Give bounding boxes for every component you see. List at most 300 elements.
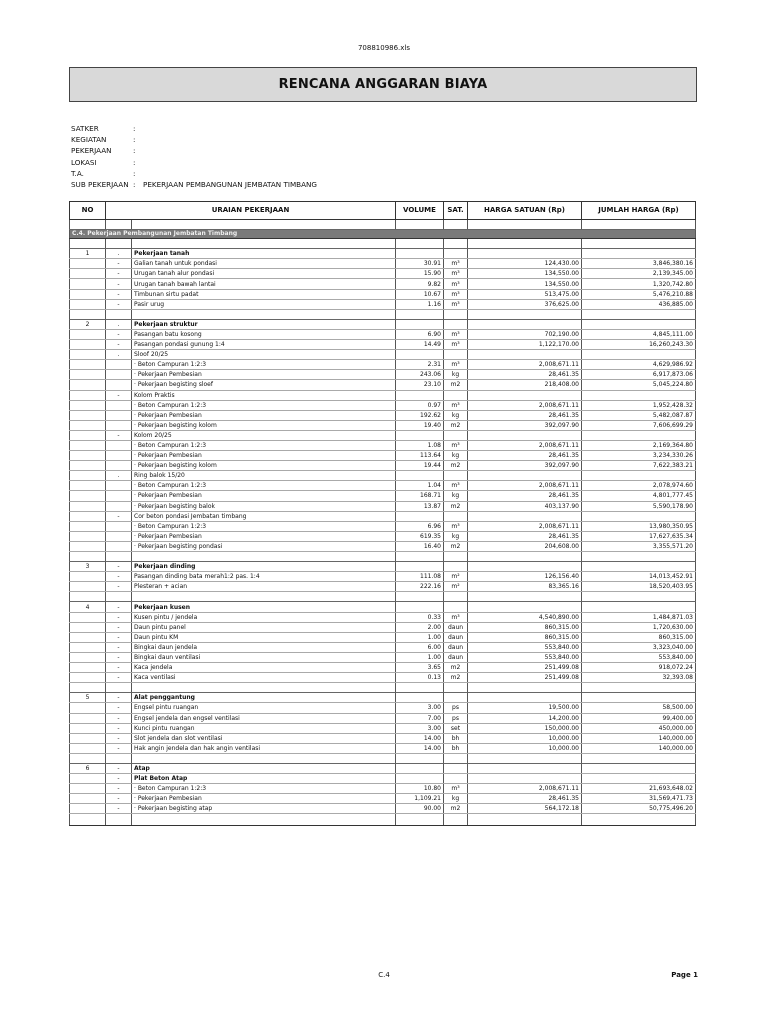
cell-jumlah xyxy=(582,511,696,521)
cell-no xyxy=(70,713,106,723)
spacer-row xyxy=(70,683,696,693)
cell-harga: 1,122,170.00 xyxy=(468,340,582,350)
cell-harga: 10,000.00 xyxy=(468,733,582,743)
spacer-cell xyxy=(70,220,106,230)
cell-harga: 134,550.00 xyxy=(468,269,582,279)
cell-sat: m³ xyxy=(444,279,468,289)
cell-sat: m³ xyxy=(444,289,468,299)
cell-harga: 14,200.00 xyxy=(468,713,582,723)
cell-sat: m³ xyxy=(444,340,468,350)
info-row xyxy=(71,168,317,179)
cell-volume: 7.00 xyxy=(396,713,444,723)
cell-sat: m³ xyxy=(444,481,468,491)
info-row xyxy=(71,123,317,134)
spacer-cell xyxy=(132,753,396,763)
cell-harga xyxy=(468,602,582,612)
cell-sat: m2 xyxy=(444,541,468,551)
cell-sat: m³ xyxy=(444,400,468,410)
cell-no: 1 xyxy=(70,249,106,259)
spacer-cell xyxy=(582,683,696,693)
cell-no xyxy=(70,804,106,814)
cell-volume: 6.96 xyxy=(396,521,444,531)
cell-uraian: Kunci pintu ruangan xyxy=(132,723,396,733)
cell-volume: 113.64 xyxy=(396,451,444,461)
cell-no xyxy=(70,794,106,804)
cell-no xyxy=(70,289,106,299)
spacer-cell xyxy=(582,753,696,763)
cell-sat: m2 xyxy=(444,420,468,430)
cell-harga: 28,461.35 xyxy=(468,531,582,541)
cell-jumlah: 553,840.00 xyxy=(582,652,696,662)
cell-marker: - xyxy=(106,723,132,733)
cell-marker: - xyxy=(106,652,132,662)
spacer-cell xyxy=(444,592,468,602)
cell-jumlah: 4,629,986.92 xyxy=(582,360,696,370)
spacer-row xyxy=(70,592,696,602)
cell-harga: 124,430.00 xyxy=(468,259,582,269)
cell-jumlah: 2,139,345.00 xyxy=(582,269,696,279)
page-title-text: RENCANA ANGGARAN BIAYA xyxy=(278,77,488,92)
table-row xyxy=(70,501,696,511)
table-row xyxy=(70,340,696,350)
spacer-cell xyxy=(444,753,468,763)
cell-marker xyxy=(106,481,132,491)
cell-uraian: · Pekerjaan Pembesian xyxy=(132,370,396,380)
cell-harga: 392,097.90 xyxy=(468,461,582,471)
cell-no: 4 xyxy=(70,602,106,612)
cell-jumlah: 50,775,496.20 xyxy=(582,804,696,814)
spacer-cell xyxy=(444,309,468,319)
cell-sat: m² xyxy=(444,582,468,592)
table-row xyxy=(70,400,696,410)
cell-marker: - xyxy=(106,622,132,632)
spacer-cell xyxy=(70,239,106,249)
cell-no xyxy=(70,501,106,511)
cell-volume: 0.97 xyxy=(396,400,444,410)
spacer-cell xyxy=(70,552,106,562)
cell-jumlah xyxy=(582,471,696,481)
spacer-cell xyxy=(106,309,132,319)
cell-no xyxy=(70,420,106,430)
spacer-cell xyxy=(582,592,696,602)
cell-harga: 513,475.00 xyxy=(468,289,582,299)
cell-jumlah xyxy=(582,763,696,773)
spacer-cell xyxy=(70,309,106,319)
group-header-row xyxy=(70,774,696,784)
cell-volume xyxy=(396,602,444,612)
cell-marker: - xyxy=(106,279,132,289)
cell-sat: daun xyxy=(444,622,468,632)
cell-jumlah: 4,845,111.00 xyxy=(582,329,696,339)
cell-marker: . xyxy=(106,249,132,259)
table-row xyxy=(70,652,696,662)
spacer-cell xyxy=(444,220,468,230)
cell-volume: 243.06 xyxy=(396,370,444,380)
spacer-row xyxy=(70,753,696,763)
cell-no xyxy=(70,673,106,683)
cell-sat: m³ xyxy=(444,440,468,450)
spacer-cell xyxy=(106,552,132,562)
cell-uraian: Timbunan sirtu padat xyxy=(132,289,396,299)
cell-volume: 0.33 xyxy=(396,612,444,622)
spacer-cell xyxy=(70,592,106,602)
table-body xyxy=(70,220,696,826)
spacer-cell xyxy=(132,592,396,602)
cell-no: 6 xyxy=(70,763,106,773)
info-colon: : xyxy=(133,124,136,134)
cell-uraian: Daun pintu panel xyxy=(132,622,396,632)
cell-volume: 10.80 xyxy=(396,784,444,794)
spacer-cell xyxy=(106,814,132,826)
cell-harga: 553,840.00 xyxy=(468,642,582,652)
cell-jumlah: 2,078,974.60 xyxy=(582,481,696,491)
cell-uraian: · Beton Campuran 1:2:3 xyxy=(132,440,396,450)
section-bar-row xyxy=(70,230,696,239)
cell-marker: - xyxy=(106,299,132,309)
cell-jumlah: 21,693,648.02 xyxy=(582,784,696,794)
cell-uraian: Plat Beton Atap xyxy=(132,774,396,784)
cell-marker: - xyxy=(106,784,132,794)
cell-sat: m2 xyxy=(444,461,468,471)
cell-harga xyxy=(468,774,582,784)
cell-no xyxy=(70,410,106,420)
cell-no xyxy=(70,642,106,652)
cell-harga xyxy=(468,562,582,572)
cell-jumlah: 99,400.00 xyxy=(582,713,696,723)
cell-no xyxy=(70,390,106,400)
cell-volume: 13.87 xyxy=(396,501,444,511)
table-row xyxy=(70,430,696,440)
cell-no xyxy=(70,663,106,673)
cell-jumlah: 1,320,742.80 xyxy=(582,279,696,289)
cell-uraian: Urugan tanah alur pondasi xyxy=(132,269,396,279)
spacer-cell xyxy=(70,753,106,763)
table-row xyxy=(70,440,696,450)
cell-jumlah: 1,720,630.00 xyxy=(582,622,696,632)
cell-marker xyxy=(106,491,132,501)
file-name: 708810986.xls xyxy=(357,44,411,52)
cell-uraian: Slot jendela dan slot ventilasi xyxy=(132,733,396,743)
spacer-cell xyxy=(396,220,444,230)
cell-jumlah: 450,000.00 xyxy=(582,723,696,733)
cell-jumlah xyxy=(582,602,696,612)
spacer-cell xyxy=(70,814,106,826)
cell-uraian: Plesteran + acian xyxy=(132,582,396,592)
cell-jumlah: 5,482,087.87 xyxy=(582,410,696,420)
table-row xyxy=(70,350,696,360)
cell-harga xyxy=(468,763,582,773)
cell-marker: - xyxy=(106,713,132,723)
cell-marker: . xyxy=(106,350,132,360)
cell-sat: m² xyxy=(444,572,468,582)
cell-volume xyxy=(396,249,444,259)
cell-sat xyxy=(444,774,468,784)
cell-volume: 23.10 xyxy=(396,380,444,390)
cell-harga xyxy=(468,249,582,259)
cell-no xyxy=(70,572,106,582)
cell-sat: m2 xyxy=(444,501,468,511)
cell-volume: 14.49 xyxy=(396,340,444,350)
cell-jumlah xyxy=(582,249,696,259)
cell-harga: 860,315.00 xyxy=(468,622,582,632)
cell-no xyxy=(70,521,106,531)
spacer-cell xyxy=(444,683,468,693)
cell-harga: 2,008,671.11 xyxy=(468,400,582,410)
cell-no xyxy=(70,784,106,794)
cell-harga: 2,008,671.11 xyxy=(468,481,582,491)
cell-jumlah: 436,885.00 xyxy=(582,299,696,309)
header-jumlah: JUMLAH HARGA (Rp) xyxy=(582,202,696,220)
cell-harga: 204,608.00 xyxy=(468,541,582,551)
table-row xyxy=(70,299,696,309)
spacer-cell xyxy=(582,220,696,230)
cell-jumlah: 140,000.00 xyxy=(582,733,696,743)
cell-jumlah: 1,952,428.32 xyxy=(582,400,696,410)
table-row xyxy=(70,723,696,733)
spacer-cell xyxy=(396,683,444,693)
spacer-cell xyxy=(132,552,396,562)
group-header-row xyxy=(70,562,696,572)
cell-jumlah xyxy=(582,319,696,329)
cell-jumlah xyxy=(582,350,696,360)
group-header-row xyxy=(70,693,696,703)
cell-no xyxy=(70,652,106,662)
info-key: PEKERJAAN xyxy=(71,146,112,156)
cell-no xyxy=(70,723,106,733)
spacer-cell xyxy=(396,309,444,319)
cell-marker: - xyxy=(106,632,132,642)
table-row xyxy=(70,804,696,814)
cell-no xyxy=(70,340,106,350)
cell-jumlah: 17,627,635.34 xyxy=(582,531,696,541)
table-row xyxy=(70,259,696,269)
cell-uraian: Kaca jendela xyxy=(132,663,396,673)
cell-marker: - xyxy=(106,612,132,622)
cell-uraian: · Beton Campuran 1:2:3 xyxy=(132,521,396,531)
cell-jumlah xyxy=(582,774,696,784)
spacer-cell xyxy=(396,814,444,826)
cell-harga: 251,499.08 xyxy=(468,663,582,673)
spacer-cell xyxy=(582,814,696,826)
cell-uraian: Urugan tanah bawah lantai xyxy=(132,279,396,289)
cell-uraian: Pekerjaan struktur xyxy=(132,319,396,329)
cell-harga xyxy=(468,511,582,521)
cell-uraian: Sloof 20/25 xyxy=(132,350,396,360)
table-row xyxy=(70,380,696,390)
cell-volume xyxy=(396,350,444,360)
cell-sat: m2 xyxy=(444,673,468,683)
cell-jumlah: 13,980,350.95 xyxy=(582,521,696,531)
spacer-cell xyxy=(70,683,106,693)
cell-sat: m³ xyxy=(444,521,468,531)
cell-marker: - xyxy=(106,602,132,612)
table-row xyxy=(70,743,696,753)
spacer-cell xyxy=(444,239,468,249)
info-key: SATKER xyxy=(71,124,99,134)
cell-sat: m³ xyxy=(444,329,468,339)
cell-no xyxy=(70,451,106,461)
cell-no: 3 xyxy=(70,562,106,572)
cell-uraian: · Pekerjaan Pembesian xyxy=(132,451,396,461)
cell-sat: m³ xyxy=(444,360,468,370)
cell-harga: 392,097.90 xyxy=(468,420,582,430)
cell-marker: - xyxy=(106,269,132,279)
cell-sat: m³ xyxy=(444,784,468,794)
info-colon: : xyxy=(133,135,136,145)
cell-sat: kg xyxy=(444,410,468,420)
cell-volume: 2.00 xyxy=(396,622,444,632)
group-header-row xyxy=(70,319,696,329)
cell-marker xyxy=(106,501,132,511)
cell-no xyxy=(70,612,106,622)
cell-marker: . xyxy=(106,471,132,481)
spacer-cell xyxy=(468,552,582,562)
spacer-cell xyxy=(106,683,132,693)
cell-jumlah: 6,917,873.06 xyxy=(582,370,696,380)
table-row xyxy=(70,663,696,673)
cell-uraian: · Pekerjaan Pembesian xyxy=(132,531,396,541)
spacer-cell xyxy=(106,239,132,249)
cell-marker: - xyxy=(106,733,132,743)
cell-volume: 619.35 xyxy=(396,531,444,541)
cell-uraian: · Beton Campuran 1:2:3 xyxy=(132,400,396,410)
cell-harga xyxy=(468,390,582,400)
table-row xyxy=(70,329,696,339)
cell-marker xyxy=(106,521,132,531)
cell-harga: 218,408.00 xyxy=(468,380,582,390)
cell-volume xyxy=(396,430,444,440)
spacer-cell xyxy=(132,239,396,249)
cell-volume: 3.00 xyxy=(396,703,444,713)
info-row xyxy=(71,179,317,190)
cell-jumlah: 5,590,178.90 xyxy=(582,501,696,511)
cell-sat xyxy=(444,471,468,481)
cell-jumlah xyxy=(582,390,696,400)
cell-harga: 376,625.00 xyxy=(468,299,582,309)
cell-uraian: Pasangan pondasi gunung 1:4 xyxy=(132,340,396,350)
cell-marker: - xyxy=(106,329,132,339)
cell-marker xyxy=(106,451,132,461)
cell-no xyxy=(70,329,106,339)
table-row xyxy=(70,642,696,652)
cell-volume: 90.00 xyxy=(396,804,444,814)
cell-uraian: Pasangan dinding bata merah1:2 pas. 1:4 xyxy=(132,572,396,582)
spacer-cell xyxy=(468,220,582,230)
cell-marker: . xyxy=(106,319,132,329)
cell-volume: 14.00 xyxy=(396,743,444,753)
cell-no xyxy=(70,743,106,753)
cell-marker: - xyxy=(106,340,132,350)
table-row xyxy=(70,511,696,521)
cell-marker: - xyxy=(106,390,132,400)
cell-harga: 860,315.00 xyxy=(468,632,582,642)
cell-sat: m2 xyxy=(444,663,468,673)
cell-sat: ps xyxy=(444,703,468,713)
cell-no xyxy=(70,531,106,541)
cell-harga: 28,461.35 xyxy=(468,491,582,501)
cell-sat: bh xyxy=(444,733,468,743)
cell-sat xyxy=(444,390,468,400)
cell-uraian: · Pekerjaan begisting balok xyxy=(132,501,396,511)
table-end-row xyxy=(70,814,696,826)
cell-marker: - xyxy=(106,430,132,440)
cell-marker: - xyxy=(106,743,132,753)
cell-uraian: · Pekerjaan begisting pondasi xyxy=(132,541,396,551)
cell-jumlah: 14,013,452.91 xyxy=(582,572,696,582)
cell-no xyxy=(70,350,106,360)
cell-marker: - xyxy=(106,663,132,673)
spacer-cell xyxy=(582,309,696,319)
table-row xyxy=(70,713,696,723)
cell-sat xyxy=(444,693,468,703)
cell-sat xyxy=(444,763,468,773)
info-key: SUB PEKERJAAN xyxy=(71,180,129,190)
cell-jumlah xyxy=(582,693,696,703)
cell-uraian: · Pekerjaan begisting atap xyxy=(132,804,396,814)
cell-uraian: Kaca ventilasi xyxy=(132,673,396,683)
cell-sat xyxy=(444,602,468,612)
table-row xyxy=(70,733,696,743)
cell-sat: kg xyxy=(444,370,468,380)
cell-volume: 9.82 xyxy=(396,279,444,289)
cell-harga xyxy=(468,693,582,703)
cell-sat xyxy=(444,350,468,360)
spacer-cell xyxy=(468,239,582,249)
project-info xyxy=(71,123,317,190)
group-header-row xyxy=(70,763,696,773)
cell-jumlah: 4,801,777.45 xyxy=(582,491,696,501)
cell-no xyxy=(70,370,106,380)
cell-harga: 564,172.18 xyxy=(468,804,582,814)
spacer-cell xyxy=(132,814,396,826)
info-colon: : xyxy=(133,168,136,178)
cell-sat: kg xyxy=(444,491,468,501)
cell-uraian: Alat penggantung xyxy=(132,693,396,703)
cell-harga xyxy=(468,350,582,360)
header-volume: VOLUME xyxy=(396,202,444,220)
cell-volume: 16.40 xyxy=(396,541,444,551)
cell-uraian: Bingkai daun ventilasi xyxy=(132,652,396,662)
cell-marker: - xyxy=(106,804,132,814)
table-row xyxy=(70,390,696,400)
cell-marker: - xyxy=(106,642,132,652)
cell-sat xyxy=(444,562,468,572)
cell-volume: 1.00 xyxy=(396,632,444,642)
table-row xyxy=(70,420,696,430)
cell-no xyxy=(70,774,106,784)
cell-uraian: Daun pintu KM xyxy=(132,632,396,642)
spacer-cell xyxy=(582,552,696,562)
spacer-cell xyxy=(106,753,132,763)
spacer-cell xyxy=(468,592,582,602)
cell-volume: 222.16 xyxy=(396,582,444,592)
cell-harga: 150,000.00 xyxy=(468,723,582,733)
cell-jumlah xyxy=(582,430,696,440)
cell-uraian: · Pekerjaan begisting sloef xyxy=(132,380,396,390)
table-row xyxy=(70,370,696,380)
cell-no xyxy=(70,279,106,289)
header-harga: HARGA SATUAN (Rp) xyxy=(468,202,582,220)
info-row xyxy=(71,157,317,168)
cell-sat xyxy=(444,319,468,329)
table-row xyxy=(70,673,696,683)
cell-no xyxy=(70,491,106,501)
cell-marker: - xyxy=(106,703,132,713)
cell-no xyxy=(70,511,106,521)
table-row xyxy=(70,582,696,592)
table-row xyxy=(70,410,696,420)
cell-jumlah: 3,846,380.16 xyxy=(582,259,696,269)
